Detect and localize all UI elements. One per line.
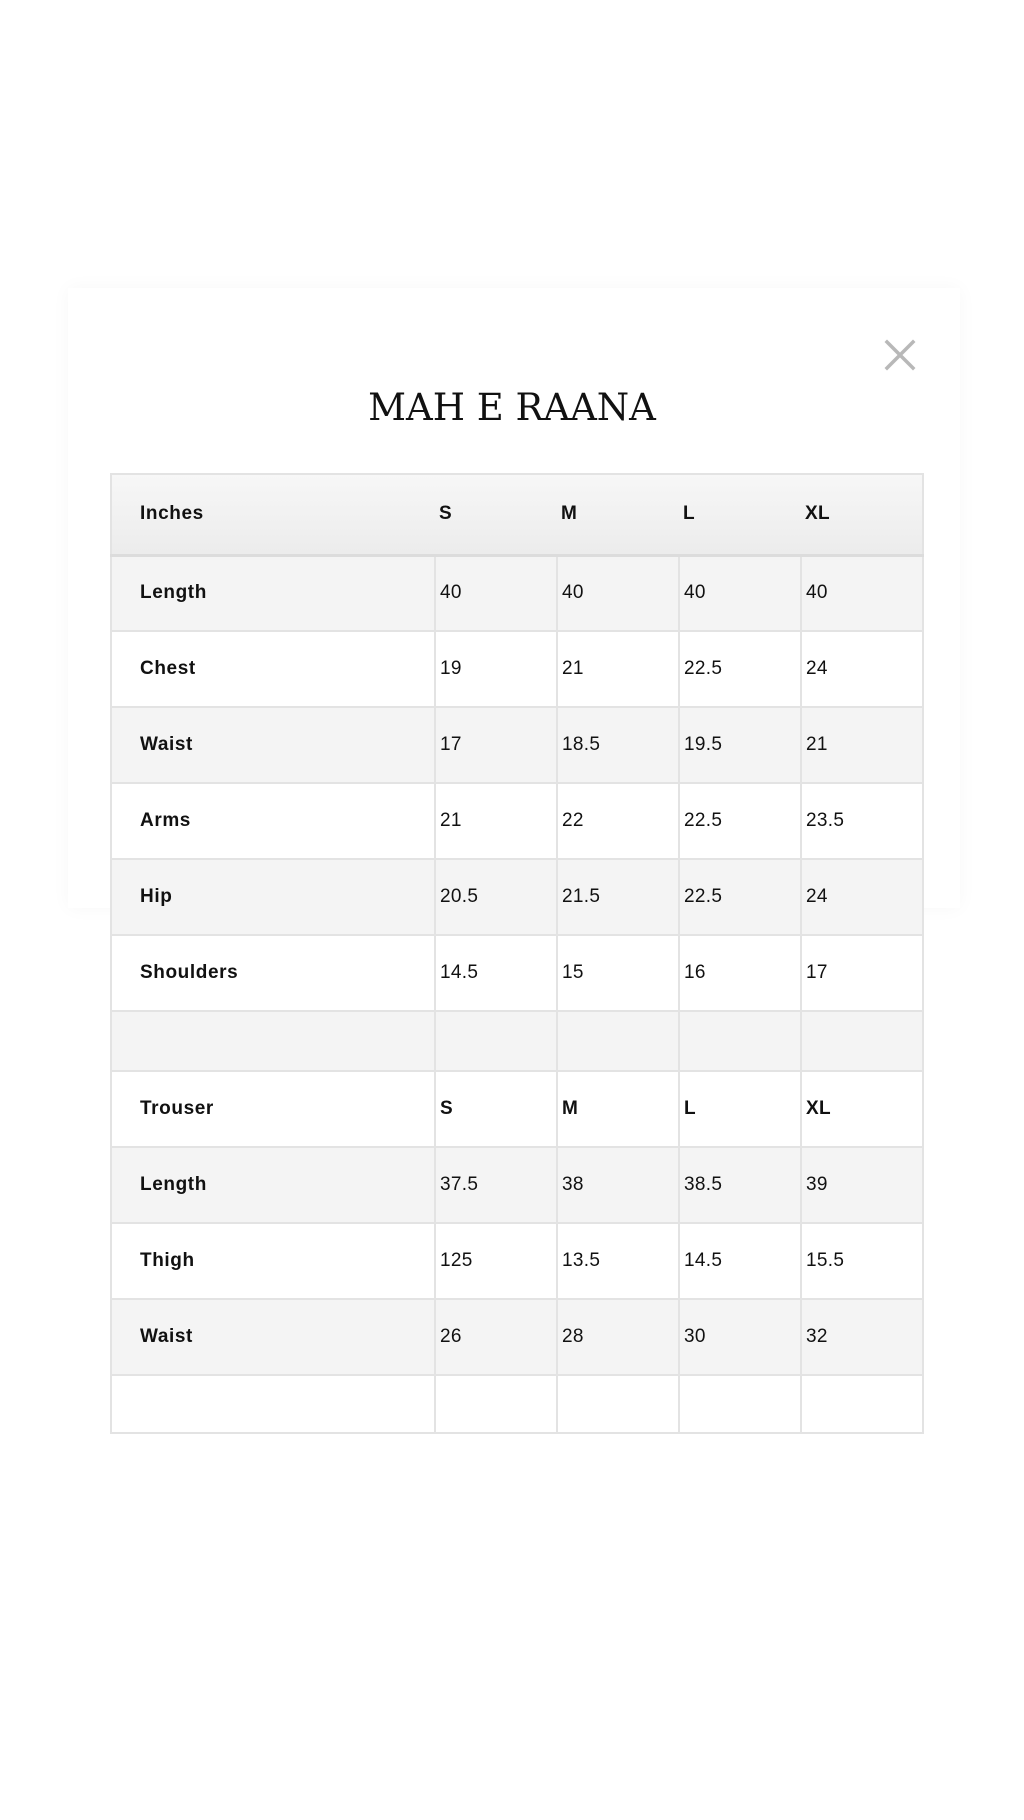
table-cell: 21.5 (557, 859, 679, 935)
header-cell-size-s: S (435, 1071, 557, 1147)
size-chart-table (110, 473, 924, 1434)
empty-row (111, 1375, 923, 1433)
row-label: Length (111, 1147, 435, 1223)
empty-cell (435, 1375, 557, 1433)
header-cell-size-xl: XL (801, 1071, 923, 1147)
header-cell-trouser: Trouser (111, 1071, 435, 1147)
table-row (111, 707, 923, 783)
close-button[interactable] (880, 335, 920, 375)
table-cell: 40 (435, 555, 557, 631)
header-cell-size-s: S (435, 474, 557, 555)
table-cell: 15.5 (801, 1223, 923, 1299)
table-cell: 19.5 (679, 707, 801, 783)
trouser-header-row (111, 1071, 923, 1147)
table-cell: 28 (557, 1299, 679, 1375)
header-cell-size-m: M (557, 1071, 679, 1147)
table-cell: 125 (435, 1223, 557, 1299)
table-cell: 21 (435, 783, 557, 859)
table-cell: 39 (801, 1147, 923, 1223)
empty-cell (111, 1011, 435, 1071)
table-cell: 16 (679, 935, 801, 1011)
table-cell: 38.5 (679, 1147, 801, 1223)
table-cell: 40 (801, 555, 923, 631)
table-cell: 21 (557, 631, 679, 707)
table-cell: 38 (557, 1147, 679, 1223)
table-cell: 30 (679, 1299, 801, 1375)
empty-cell (111, 1375, 435, 1433)
table-cell: 24 (801, 631, 923, 707)
row-label: Length (111, 555, 435, 631)
table-row (111, 1223, 923, 1299)
table-cell: 40 (679, 555, 801, 631)
header-cell-size-l: L (679, 474, 801, 555)
table-cell: 26 (435, 1299, 557, 1375)
row-label: Waist (111, 1299, 435, 1375)
empty-cell (679, 1375, 801, 1433)
table-row (111, 1299, 923, 1375)
table-cell: 37.5 (435, 1147, 557, 1223)
header-cell-unit: Inches (111, 474, 435, 555)
header-cell-size-l: L (679, 1071, 801, 1147)
table-cell: 18.5 (557, 707, 679, 783)
empty-cell (801, 1375, 923, 1433)
table-row (111, 555, 923, 631)
table-cell: 13.5 (557, 1223, 679, 1299)
table-cell: 17 (801, 935, 923, 1011)
table-cell: 22.5 (679, 783, 801, 859)
row-label: Chest (111, 631, 435, 707)
table-row (111, 783, 923, 859)
table-cell: 21 (801, 707, 923, 783)
table-header-row (111, 474, 923, 555)
row-label: Arms (111, 783, 435, 859)
empty-cell (557, 1011, 679, 1071)
empty-cell (801, 1011, 923, 1071)
table-cell: 22.5 (679, 631, 801, 707)
empty-cell (435, 1011, 557, 1071)
row-label: Hip (111, 859, 435, 935)
row-label: Waist (111, 707, 435, 783)
row-label: Shoulders (111, 935, 435, 1011)
table-cell: 19 (435, 631, 557, 707)
table-row (111, 631, 923, 707)
header-cell-size-m: M (557, 474, 679, 555)
table-cell: 24 (801, 859, 923, 935)
table-cell: 40 (557, 555, 679, 631)
row-label: Thigh (111, 1223, 435, 1299)
empty-cell (557, 1375, 679, 1433)
table-cell: 14.5 (679, 1223, 801, 1299)
page-title: MAH E RAANA (368, 386, 656, 429)
table-cell: 17 (435, 707, 557, 783)
table-row (111, 1147, 923, 1223)
table-row (111, 935, 923, 1011)
table-cell: 23.5 (801, 783, 923, 859)
table-cell: 22.5 (679, 859, 801, 935)
header-cell-size-xl: XL (801, 474, 923, 555)
empty-cell (679, 1011, 801, 1071)
table-cell: 20.5 (435, 859, 557, 935)
table-cell: 14.5 (435, 935, 557, 1011)
table-cell: 22 (557, 783, 679, 859)
table-cell: 32 (801, 1299, 923, 1375)
table-row (111, 859, 923, 935)
table-cell: 15 (557, 935, 679, 1011)
close-icon (880, 335, 920, 375)
empty-row (111, 1011, 923, 1071)
